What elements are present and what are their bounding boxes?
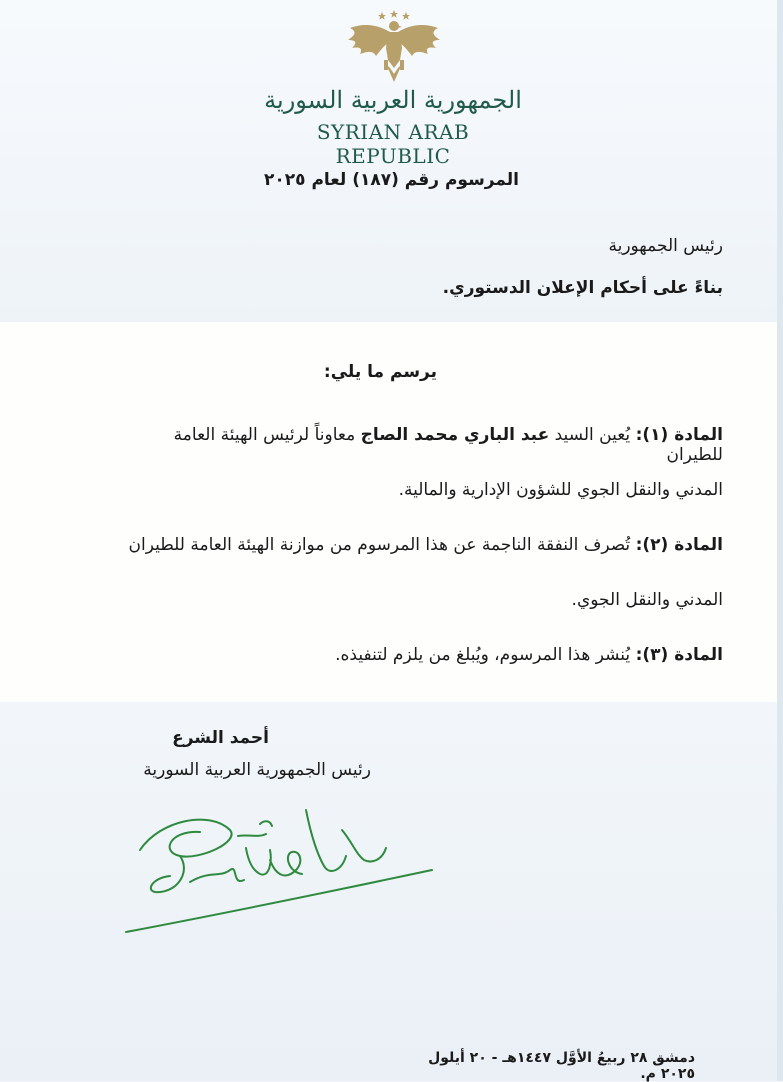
article-label: المادة (١): (635, 425, 723, 445)
article-text: يُعين السيد (549, 425, 636, 445)
appointee-name: عبد الباري محمد الصاج (360, 425, 550, 445)
article-text: يُنشر هذا المرسوم، ويُبلغ من يلزم لتنفيذه. (335, 645, 636, 665)
article-2 (123, 535, 723, 555)
date-place-line: دمشق ٢٨ ربيعُ الأوَّل ١٤٤٧هـ - ٢٠ أيلول ٢٠٢٥ م. (428, 1050, 695, 1082)
article-text: معاوناً لرئيس الهيئة العامة للطيران (173, 425, 723, 465)
article-2-line-2: المدني والنقل الجوي. (571, 590, 723, 610)
decrees-heading: يرسم ما يلي: (323, 362, 437, 382)
country-name-english: SYRIAN ARAB REPUBLIC (316, 120, 470, 168)
page-edge (777, 0, 783, 1081)
country-name-arabic: الجمهورية العربية السورية (264, 86, 522, 114)
handwritten-signature (120, 790, 440, 940)
article-label: المادة (٢): (635, 535, 723, 555)
article-text: تُصرف النفقة الناجمة عن هذا المرسوم من موازنة الهيئة العامة للطيران (128, 535, 636, 555)
signatory-title: رئيس الجمهورية العربية السورية (143, 760, 371, 780)
signatory-name: أحمد الشرع (172, 728, 269, 748)
article-1-line-2: المدني والنقل الجوي للشؤون الإدارية والمالية. (398, 480, 723, 500)
issuer-line: رئيس الجمهورية (608, 236, 723, 256)
eagle-emblem-icon (344, 8, 444, 84)
article-1 (123, 425, 723, 465)
decree-title: المرسوم رقم (١٨٧) لعام ٢٠٢٥ (264, 170, 519, 190)
article-label: المادة (٣): (635, 645, 723, 665)
article-3 (123, 645, 723, 665)
basis-line: بناءً على أحكام الإعلان الدستوري. (442, 278, 723, 298)
